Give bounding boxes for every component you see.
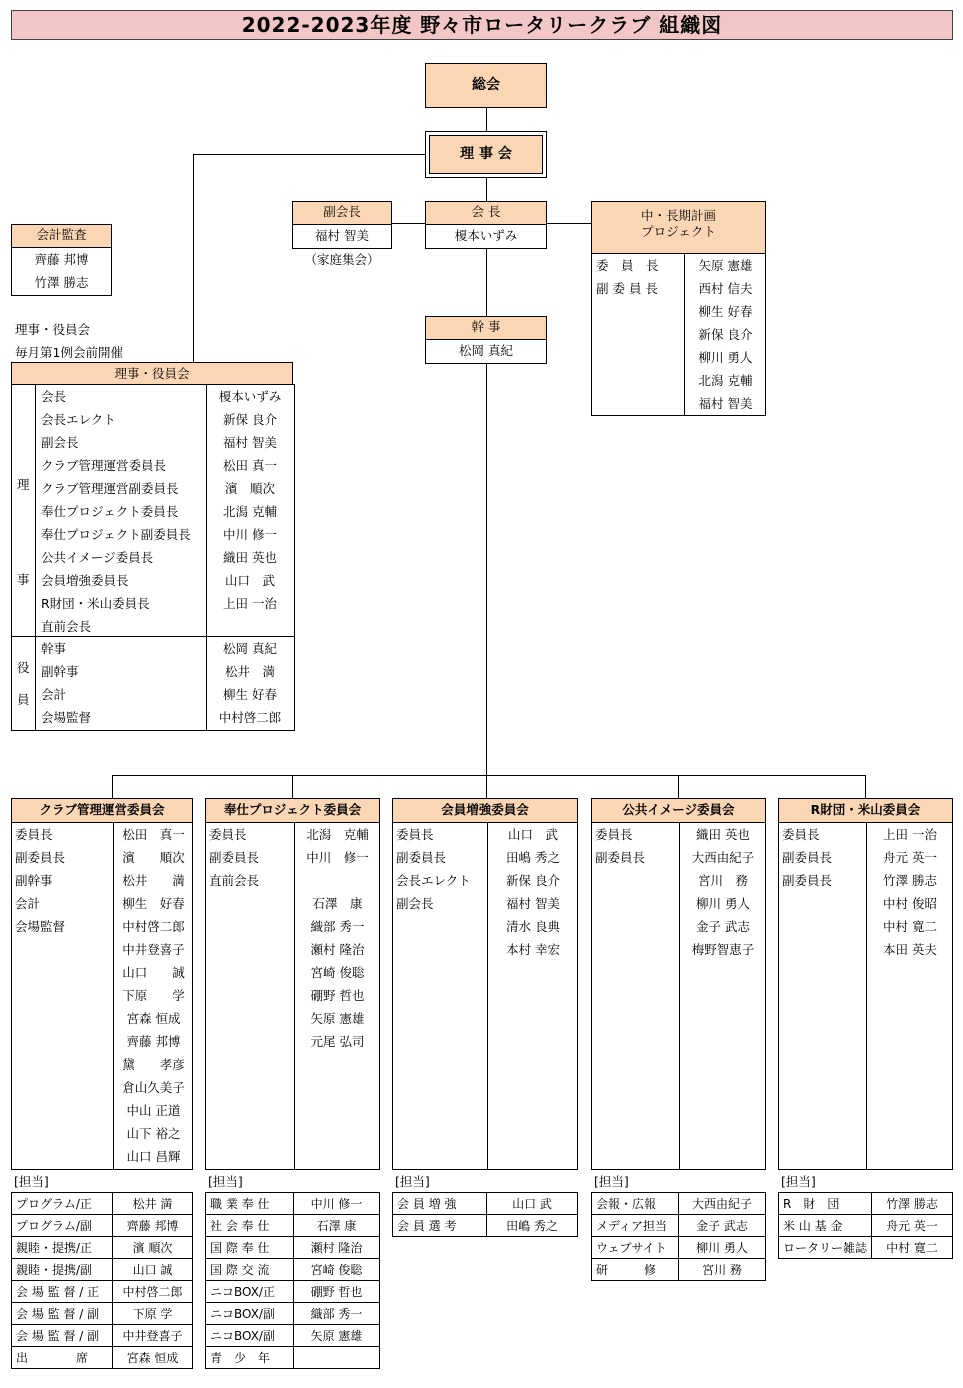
tanto-label: [担当] xyxy=(14,1174,49,1189)
committee-role: 副会長 xyxy=(396,896,434,911)
tanto-name: 宮川 務 xyxy=(679,1259,766,1281)
board-table-header: 理事・役員会 xyxy=(11,362,293,387)
committee-role: 副委員長 xyxy=(15,850,66,865)
committee-role: 会場監督 xyxy=(15,919,66,934)
committee-member: 本田 英夫 xyxy=(883,942,937,957)
tanto-role: 社 会 奉 仕 xyxy=(206,1215,294,1237)
committee-member: 織田 英也 xyxy=(696,827,750,842)
tanto-name: 田嶋 秀之 xyxy=(487,1215,578,1237)
tanto-row xyxy=(393,1215,578,1237)
director-role: クラブ管理運営副委員長 xyxy=(41,481,179,496)
tanto-name: 金子 武志 xyxy=(679,1215,766,1237)
director-char-1: 理 xyxy=(17,477,30,492)
committee-member: 松田 真一 xyxy=(122,827,185,842)
director-name: 濱 順次 xyxy=(224,481,275,496)
tanto-name: 瀬村 隆治 xyxy=(294,1237,380,1259)
long-term-label-1: 中・長期計画 xyxy=(640,208,716,223)
tanto-row xyxy=(206,1215,380,1237)
committee-member: 硼野 哲也 xyxy=(310,988,365,1003)
tanto-role: プログラム/副 xyxy=(12,1215,113,1237)
tanto-role: 会 場 監 督 / 正 xyxy=(12,1281,113,1303)
director-name: 北潟 克輔 xyxy=(223,504,277,519)
tanto-role: プログラム/正 xyxy=(12,1193,113,1215)
committee-members-box xyxy=(392,823,578,1170)
tanto-row xyxy=(779,1193,953,1215)
tanto-row xyxy=(12,1325,193,1347)
auditor-label: 会計監査 xyxy=(11,224,112,248)
tanto-role: 米 山 基 金 xyxy=(779,1215,872,1237)
tanto-row xyxy=(12,1237,193,1259)
committee-role: 副委員長 xyxy=(209,850,260,865)
committee-role: 委員長 xyxy=(15,827,53,842)
long-term-member: 西村 信夫 xyxy=(698,281,753,296)
tanto-row xyxy=(592,1259,766,1281)
tanto-row xyxy=(12,1303,193,1325)
director-role: 公共イメージ委員長 xyxy=(41,550,154,565)
long-term-member: 柳川 勇人 xyxy=(698,350,753,365)
tanto-name: 宮崎 俊聡 xyxy=(294,1259,380,1281)
tanto-role: 研 修 xyxy=(592,1259,679,1281)
long-term-project-box xyxy=(591,201,766,416)
director-name: 織田 英也 xyxy=(223,550,277,565)
president-name: 榎本いずみ xyxy=(425,225,547,249)
committee-member: 大西由紀子 xyxy=(691,850,755,865)
tanto-name: 宮森 恒成 xyxy=(113,1347,193,1369)
tanto-role: 青 少 年 xyxy=(206,1347,294,1369)
tanto-row xyxy=(393,1193,578,1215)
committee-1 xyxy=(11,798,193,1369)
committee-name: 公共イメージ委員会 xyxy=(591,798,766,823)
director-name: 新保 良介 xyxy=(223,412,277,427)
tanto-role: ロータリー雑誌 xyxy=(779,1237,872,1259)
general-assembly-box: 総会 xyxy=(425,63,547,108)
auditor-name-1: 齊藤 邦博 xyxy=(34,252,89,267)
tanto-role: ニコBOX/副 xyxy=(206,1325,294,1347)
director-name: 山口 武 xyxy=(224,573,275,588)
vice-president-box xyxy=(292,201,392,249)
tanto-row xyxy=(592,1237,766,1259)
tanto-name: 濱 順次 xyxy=(113,1237,193,1259)
board-label: 理 事 会 xyxy=(429,135,543,174)
committee-name: クラブ管理運営委員会 xyxy=(11,798,193,823)
tanto-row xyxy=(12,1347,193,1369)
committee-member: 齊藤 邦博 xyxy=(126,1034,181,1049)
director-role: 会員増強委員長 xyxy=(41,573,129,588)
committee-member: 中山 正道 xyxy=(126,1103,181,1118)
tanto-name: 中村 寛二 xyxy=(872,1237,953,1259)
tanto-table xyxy=(778,1192,953,1259)
director-role: クラブ管理運営委員長 xyxy=(41,458,167,473)
committee-member: 下原 学 xyxy=(122,988,185,1003)
tanto-row xyxy=(206,1193,380,1215)
tanto-name: 松井 満 xyxy=(113,1193,193,1215)
tanto-row xyxy=(779,1215,953,1237)
tanto-role: 会 場 監 督 / 副 xyxy=(12,1325,113,1347)
director-role: 奉仕プロジェクト委員長 xyxy=(41,504,179,519)
committee-role: 副幹事 xyxy=(15,873,53,888)
secretary-box xyxy=(425,316,547,364)
committee-member: 上田 一治 xyxy=(883,827,937,842)
committee-member: 北潟 克輔 xyxy=(306,827,369,842)
committee-members-box xyxy=(11,823,193,1170)
long-term-member: 福村 智美 xyxy=(698,396,753,411)
tanto-role: 会 場 監 督 / 副 xyxy=(12,1303,113,1325)
committee-role: 副委員長 xyxy=(782,873,833,888)
committee-member: 黛 孝彦 xyxy=(122,1057,185,1072)
tanto-name: 竹澤 勝志 xyxy=(872,1193,953,1215)
committee-member: 濱 順次 xyxy=(122,850,185,865)
long-term-member: 柳生 好春 xyxy=(698,304,753,319)
secretary-label: 幹 事 xyxy=(425,316,547,340)
tanto-row xyxy=(12,1215,193,1237)
board-meeting-note xyxy=(15,318,123,364)
officer-name: 松岡 真紀 xyxy=(223,641,277,656)
tanto-row xyxy=(206,1237,380,1259)
tanto-name: 齊藤 邦博 xyxy=(113,1215,193,1237)
tanto-name: 山口 武 xyxy=(487,1193,578,1215)
committee-role: 副委員長 xyxy=(782,850,833,865)
tanto-label: [担当] xyxy=(208,1174,243,1189)
tanto-name: 大西由紀子 xyxy=(679,1193,766,1215)
committee-member: 福村 智美 xyxy=(506,896,560,911)
tanto-role: 職 業 奉 仕 xyxy=(206,1193,294,1215)
officer-role: 幹事 xyxy=(41,641,67,656)
tanto-name: 硼野 哲也 xyxy=(294,1281,380,1303)
committee-member: 舟元 英一 xyxy=(883,850,937,865)
tanto-name: 石澤 康 xyxy=(294,1215,380,1237)
tanto-role: ニコBOX/正 xyxy=(206,1281,294,1303)
committee-member: 柳生 好春 xyxy=(122,896,185,911)
board-box xyxy=(425,131,547,178)
tanto-label: [担当] xyxy=(395,1174,430,1189)
committee-role: 副委員長 xyxy=(595,850,646,865)
tanto-name: 舟元 英一 xyxy=(872,1215,953,1237)
director-name: 福村 智美 xyxy=(223,435,277,450)
board-note-line-1: 理事・役員会 xyxy=(15,322,91,337)
committee-members-box xyxy=(778,823,953,1170)
committee-member: 竹澤 勝志 xyxy=(883,873,937,888)
tanto-row xyxy=(12,1193,193,1215)
tanto-table xyxy=(11,1192,193,1369)
board-officers-table xyxy=(11,362,293,729)
tanto-row xyxy=(206,1259,380,1281)
tanto-row xyxy=(206,1303,380,1325)
tanto-label: [担当] xyxy=(594,1174,629,1189)
committee-role: 会長エレクト xyxy=(396,873,471,888)
committee-member: 石澤 康 xyxy=(312,896,363,911)
committee-member: 本村 幸宏 xyxy=(506,942,560,957)
committee-members-box xyxy=(205,823,380,1170)
tanto-row xyxy=(206,1347,380,1369)
vice-president-note: （家庭集会） xyxy=(304,252,380,267)
tanto-name: 中川 修一 xyxy=(294,1193,380,1215)
director-name: 上田 一治 xyxy=(223,596,277,611)
committee-member: 梅野智恵子 xyxy=(691,942,755,957)
board-note-line-2: 毎月第1例会前開催 xyxy=(15,345,123,360)
officer-name: 中村啓二郎 xyxy=(218,710,282,725)
director-role: 会長 xyxy=(41,389,67,404)
committee-member: 中井登喜子 xyxy=(122,942,185,957)
committee-role: 会計 xyxy=(15,896,41,911)
committee-role: 副委員長 xyxy=(396,850,447,865)
committee-member: 新保 良介 xyxy=(506,873,560,888)
director-name: 榎本いずみ xyxy=(218,389,282,404)
tanto-role: ウェブサイト xyxy=(592,1237,679,1259)
committee-member: 矢原 憲雄 xyxy=(310,1011,365,1026)
long-term-member: 矢原 憲雄 xyxy=(698,258,753,273)
tanto-role: ニコBOX/副 xyxy=(206,1303,294,1325)
committee-name: 会員増強委員会 xyxy=(392,798,578,823)
tanto-name: 下原 学 xyxy=(113,1303,193,1325)
committee-member: 金子 武志 xyxy=(696,919,750,934)
committee-5 xyxy=(778,798,953,1259)
committee-member: 山口 昌輝 xyxy=(126,1149,181,1164)
tanto-role: 会 員 増 強 xyxy=(393,1193,487,1215)
director-role: 副会長 xyxy=(41,435,79,450)
vice-president-name: 福村 智美 xyxy=(292,225,392,249)
tanto-row xyxy=(206,1325,380,1347)
committee-member: 宮崎 俊聡 xyxy=(310,965,365,980)
tanto-name: 柳川 勇人 xyxy=(679,1237,766,1259)
tanto-name: 矢原 憲雄 xyxy=(294,1325,380,1347)
long-term-role: 委 員 長 xyxy=(596,258,659,273)
tanto-role: 出 席 xyxy=(12,1347,113,1369)
committee-member: 清水 良典 xyxy=(506,919,560,934)
committee-member: 宮森 恒成 xyxy=(126,1011,181,1026)
committee-name: R財団・米山委員会 xyxy=(778,798,953,823)
committee-member: 田嶋 秀之 xyxy=(506,850,560,865)
committee-role: 委員長 xyxy=(396,827,434,842)
tanto-role: 親睦・提携/正 xyxy=(12,1237,113,1259)
tanto-table xyxy=(205,1192,380,1369)
committee-member: 松井 満 xyxy=(122,873,185,888)
long-term-member: 北潟 克輔 xyxy=(698,373,753,388)
committee-member: 中村啓二郎 xyxy=(122,919,185,934)
tanto-name xyxy=(294,1347,380,1369)
director-role: 直前会長 xyxy=(41,619,92,634)
tanto-role: 国 際 奉 仕 xyxy=(206,1237,294,1259)
director-char-2: 事 xyxy=(17,572,30,587)
director-role: 奉仕プロジェクト副委員長 xyxy=(41,527,191,542)
committee-member: 倉山久美子 xyxy=(122,1080,185,1095)
auditor-name-2: 竹澤 勝志 xyxy=(34,275,89,290)
president-label: 会 長 xyxy=(425,201,547,225)
long-term-member: 新保 良介 xyxy=(698,327,753,342)
committee-member: 中川 修一 xyxy=(306,850,369,865)
officer-name: 柳生 好春 xyxy=(223,687,277,702)
committee-member: 山下 裕之 xyxy=(126,1126,181,1141)
long-term-role: 副 委 員 長 xyxy=(596,281,658,296)
committee-role: 委員長 xyxy=(782,827,820,842)
tanto-row xyxy=(592,1193,766,1215)
director-name: 松田 真一 xyxy=(223,458,277,473)
tanto-row xyxy=(12,1281,193,1303)
tanto-role: 国 際 交 流 xyxy=(206,1259,294,1281)
director-role: 会長エレクト xyxy=(41,412,116,427)
committee-role: 委員長 xyxy=(209,827,247,842)
tanto-role: 会 員 選 考 xyxy=(393,1215,487,1237)
page-title: 2022-2023年度 野々市ロータリークラブ 組織図 xyxy=(11,10,953,40)
tanto-table xyxy=(591,1192,766,1281)
officer-char-2: 員 xyxy=(17,692,30,707)
tanto-row xyxy=(592,1215,766,1237)
officer-char-1: 役 xyxy=(17,660,30,675)
tanto-label: [担当] xyxy=(781,1174,816,1189)
officer-role: 副幹事 xyxy=(41,664,79,679)
committee-member: 山口 誠 xyxy=(122,965,185,980)
committee-member: 元尾 弘司 xyxy=(310,1034,365,1049)
tanto-role: 会報・広報 xyxy=(592,1193,679,1215)
tanto-row xyxy=(779,1237,953,1259)
vice-president-label: 副会長 xyxy=(292,201,392,225)
committee-name: 奉仕プロジェクト委員会 xyxy=(205,798,380,823)
committee-member: 中村 俊昭 xyxy=(883,896,937,911)
committee-3 xyxy=(392,798,578,1237)
committee-member: 宮川 務 xyxy=(697,873,748,888)
tanto-name: 中村啓二郎 xyxy=(113,1281,193,1303)
committee-member: 山口 武 xyxy=(507,827,558,842)
tanto-row xyxy=(12,1259,193,1281)
auditor-box xyxy=(11,224,112,296)
secretary-name: 松岡 真紀 xyxy=(425,340,547,364)
committee-member: 瀬村 隆治 xyxy=(310,942,365,957)
committee-role: 直前会長 xyxy=(209,873,260,888)
tanto-role: 親睦・提携/副 xyxy=(12,1259,113,1281)
tanto-name: 織部 秀一 xyxy=(294,1303,380,1325)
committee-member: 柳川 勇人 xyxy=(696,896,750,911)
director-role: R財団・米山委員長 xyxy=(41,596,150,611)
tanto-role: R 財 団 xyxy=(779,1193,872,1215)
director-name: 中川 修一 xyxy=(223,527,277,542)
committee-role: 委員長 xyxy=(595,827,633,842)
tanto-name: 山口 誠 xyxy=(113,1259,193,1281)
committee-2 xyxy=(205,798,380,1369)
tanto-table xyxy=(392,1192,578,1237)
officer-role: 会場監督 xyxy=(41,710,92,725)
tanto-role: メディア担当 xyxy=(592,1215,679,1237)
tanto-row xyxy=(206,1281,380,1303)
tanto-name: 中井登喜子 xyxy=(113,1325,193,1347)
committee-member: 織部 秀一 xyxy=(310,919,365,934)
committee-4 xyxy=(591,798,766,1281)
president-box xyxy=(425,201,547,249)
officer-name: 松井 満 xyxy=(224,664,275,679)
committee-members-box xyxy=(591,823,766,1170)
committee-member: 中村 寛二 xyxy=(883,919,937,934)
long-term-label-2: プロジェクト xyxy=(641,224,716,239)
officer-role: 会計 xyxy=(41,687,67,702)
